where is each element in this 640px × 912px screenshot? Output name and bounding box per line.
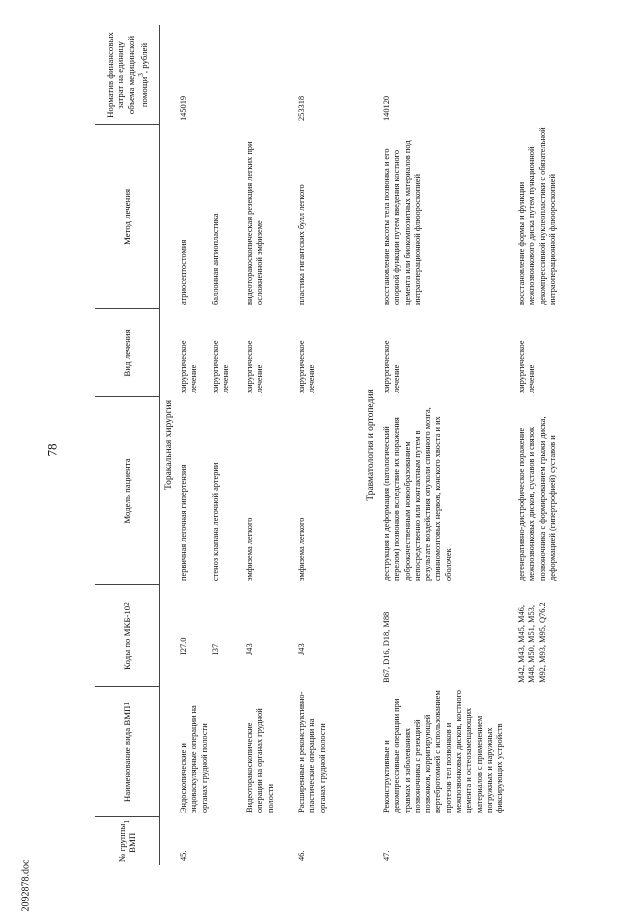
row-num: 45.: [179, 850, 188, 861]
row-model: эмфизема легкого: [245, 517, 254, 581]
header-type: Вид лечения: [121, 329, 132, 377]
divider: [95, 816, 159, 817]
divider: [95, 396, 159, 397]
row-name: Расширенные и реконструктивно-пластические операции на органах грудной полости: [297, 691, 327, 813]
row-method: восстановление высоты тела позвонка и его опорной функции путем введения костного цемента или биокомпозитных материалов под интраоперационной флюороскопией: [382, 140, 422, 305]
row-code: J43: [245, 643, 254, 655]
divider: [95, 686, 159, 687]
divider: [95, 308, 159, 309]
row-method: восстановление формы и функции межпозвонкового диска путем пункционной декомпрессивной нуклеопластики с обязательной интраоперационной флюороскопией: [517, 127, 557, 305]
row-norm: 145019: [179, 95, 188, 121]
row-type: хирургическое лечение: [297, 340, 317, 393]
row-code: I27.0: [179, 637, 188, 655]
row-type: хирургическое лечение: [517, 340, 537, 393]
page-number: 78: [44, 443, 60, 457]
row-model: первичная легочная гипертензия: [179, 464, 188, 581]
row-method: пластика гигантских булл легкого: [297, 184, 306, 305]
row-name: Видеоторакоскопические операции на органах грудной полости: [245, 708, 275, 813]
row-model: дегенеративно-дистрофическое поражение межпозвонковых дисков, суставов и связок позвоночника с формированием грыжи диска, деформацией (гипертрофией) суставов и: [517, 416, 557, 581]
header-num: № группы ВМП 1: [116, 820, 137, 862]
section-title: Травматология и ортопедия: [366, 389, 376, 501]
row-type: хирургическое лечение: [211, 340, 231, 393]
row-code: I37: [211, 643, 220, 655]
divider: [95, 584, 159, 585]
row-code: M42, M43, M45, M46, M48, M50, M51, M53, M92, M93, M95, Q76.2: [517, 602, 547, 683]
rotated-table: [95, 25, 625, 865]
row-method: атриосептостомия: [179, 239, 188, 305]
table-header: [95, 25, 160, 865]
row-name: Реконструктивные и декомпрессивные операции при травмах и заболеваниях позвоночника с резекцией позвонков, корригирующей вертебротомией с использованием протезов тел позвонков и межпозвонковых дисков, костного цемента и остеозамещающих материалов с применением погружных и наружных фиксирующих устройств: [382, 690, 505, 813]
row-norm: 140120: [382, 95, 391, 121]
row-method: баллонная ангиопластика: [211, 213, 220, 305]
table-stage: [95, 25, 625, 865]
row-norm: 253318: [297, 95, 306, 121]
header-norm: Норматив финансовых затрат на единицу объема медицинской помощи$^3$, рублей: [104, 32, 149, 118]
row-type: хирургическое лечение: [245, 340, 265, 393]
footer-filename: 2092878.doc: [20, 859, 32, 912]
row-code: J43: [297, 643, 306, 655]
row-num: 47.: [382, 850, 391, 861]
row-model: стеноз клапана легочной артерии: [211, 462, 220, 581]
row-name: Эндоскопические и эндоваскулярные операции на органах грудной полости: [179, 705, 209, 813]
row-method: видеоторакоскопическая резекция легких при осложненной эмфиземе: [245, 141, 265, 305]
row-type: хирургическое лечение: [382, 340, 402, 393]
header-model: Модель пациента: [121, 458, 132, 524]
row-model: деструкция и деформация (патологический перелом) позвонков вследствие их поражения доброкачественным новообразованием непосредственно или контактным путем в результате воздействия опухоли спинного мозга, спинномозговых нервов, конского хвоста и их оболочек: [382, 407, 453, 581]
row-type: хирургическое лечение: [179, 340, 199, 393]
row-model: эмфизема легкого: [297, 517, 306, 581]
divider: [95, 124, 159, 125]
header-codes: Коды по МКБ-10 2: [121, 602, 132, 670]
header-name: Наименование вида ВМП 1: [121, 701, 132, 803]
row-num: 46.: [297, 850, 306, 861]
section-title: Торакальная хирургия: [164, 400, 174, 491]
row-code: B67, D16, D18, M88: [382, 611, 391, 683]
header-method: Метод лечения: [121, 188, 132, 246]
